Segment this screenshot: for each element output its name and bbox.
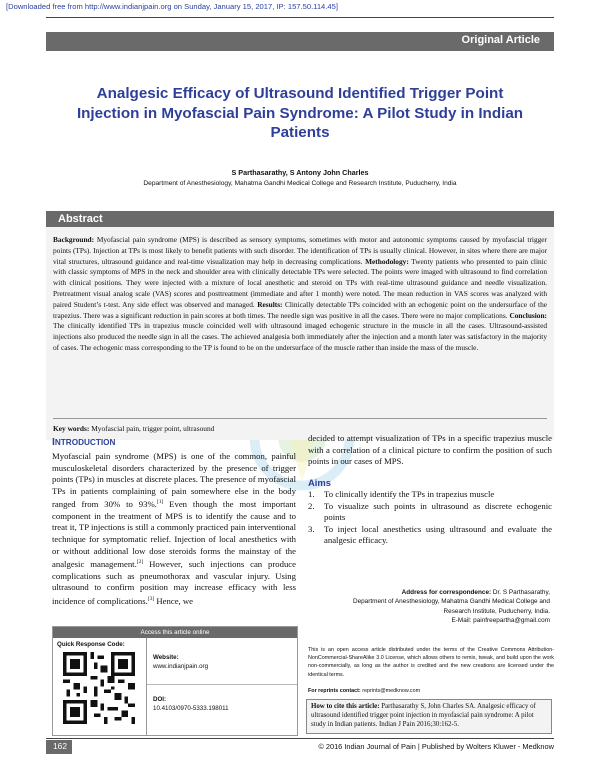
aims-item	[308, 501, 552, 524]
keywords-label: Key words:	[53, 424, 90, 433]
affiliation: Department of Anesthesiology, Mahatma Gandhi Medical College and Research Institute, Puducherry, India	[143, 180, 457, 187]
citation-label: How to cite this article:	[311, 703, 380, 710]
correspondence-email[interactable]: E-Mail: painfreepartha@gmail.com	[451, 617, 550, 625]
download-notice: [Downloaded free from http://www.indianjpain.org on Sunday, January 15, 2017, IP: 157.50.114.45]	[6, 2, 338, 11]
abstract-heading-bar	[46, 211, 554, 227]
section-label-bar	[46, 32, 554, 51]
introduction-text	[52, 451, 296, 607]
results-label: Results:	[257, 299, 283, 309]
keywords	[53, 424, 547, 433]
website-label: Website:	[153, 654, 179, 661]
methodology-text: Twenty patients who presented to pain clinic with classic symptoms of MPS in the neck and shoulder area with clinically detectable TPs were selected. The points were imaged with ultrasound to find correlation with clinical positions. They were injected with a mixture of local anesthetic and steroid on TPs with real-time ultrasound guidance and needle visualization. Pretreatment visual analog scale (VAS) scores and posttreatment (immediate and after 1 month) were noted. The mean reduction in VAS scores was analyzed with paired Student’s	[53, 256, 547, 309]
intro-text-4: Hence, we	[156, 595, 194, 606]
footer-rule	[46, 738, 554, 739]
correspondence-label: Address for correspondence:	[401, 589, 492, 596]
access-online-box	[52, 626, 298, 736]
ref-1[interactable]: [1]	[156, 499, 164, 506]
citation-text	[311, 702, 547, 729]
doi-label: DOI:	[153, 696, 167, 703]
keywords-text: Myofascial pain, trigger point, ultrasound	[91, 424, 215, 433]
methodology-label: Methodology:	[365, 256, 409, 266]
correspondence-first-line	[330, 588, 550, 597]
background-text: Myofascial pain syndrome (MPS) is described as sensory symptoms, sometimes with motor and autonomic symptoms caused by myofascial trigger points (TPs). Injection at TPs is most likely to benefit patients with such disorder. The identification of TPs is usually clinical. However, in sites where there are major vital structures, ultrasound guidance and real-time visualization may help in decreasing complications.	[53, 235, 547, 266]
results-text: Clinically detectable TPs coincided with an echogenic point on the undersurface of the trapezius. There was a significant reduction in pain scores at both times. The needle sign was positive in all the cases. There were no major complications.	[53, 299, 548, 320]
abstract-heading: Abstract	[58, 213, 103, 225]
section-label: Original Article	[461, 34, 540, 46]
ref-3[interactable]: [3]	[147, 595, 155, 602]
qr-code-icon[interactable]	[63, 652, 135, 724]
ref-2[interactable]: [2]	[136, 559, 144, 566]
doi-value[interactable]: 10.4103/0970-5333.198011	[153, 705, 229, 712]
aims-item-number: 1.	[308, 489, 315, 499]
aims-item-text: To clinically identify the TPs in trapezius muscle	[324, 489, 495, 499]
authors: S Parthasarathy, S Antony John Charles	[231, 168, 369, 177]
access-online-heading: Access this article online	[53, 627, 297, 638]
correspondence-name: Dr. S Parthasarathy,	[492, 589, 550, 596]
conclusion-text: The clinically identified TPs in trapezius muscle coincided well with ultrasound imaged echogenic structure in the muscle in all the cases. Ultrasound-assisted injections also produced the needle sign in all the cases. The achieved analgesia both immediately after the injection and a month later was satisfactory in the majority of cases. The echogenic mass corresponding to the TP is found to be on the undersurface of the muscle rather than inside the mass of the muscle.	[53, 321, 547, 352]
aims-item-text: To visualize such points in ultrasound as discrete echogenic points	[324, 500, 552, 523]
aims-heading: Aims	[308, 477, 331, 488]
conclusion-label: Conclusion:	[509, 310, 547, 320]
introduction-continuation: decided to attempt visualization of TPs in a specific trapezius muscle with a correlation of a clinical picture to confirm the position of such points in our cases of MPS.	[308, 433, 552, 467]
correspondence-line1: Department of Anesthesiology, Mahatma Gandhi Medical College and	[352, 598, 550, 606]
methodology-end: -test. Any side effect was observed and managed.	[105, 299, 255, 309]
license-text: This is an open access article distributed under the terms of the Creative Commons Attribution-NonCommercial-ShareAlike 3.0 License, which allows others to remix, tweak, and build upon the work non-commercially, as long as the author is credited and the new creations are licensed under the identical terms.	[308, 647, 554, 678]
aims-item	[308, 489, 552, 501]
aims-list	[308, 489, 552, 547]
access-box-rule	[147, 684, 297, 685]
introduction-heading-cap: I	[52, 437, 55, 448]
t-symbol: t	[103, 299, 106, 309]
introduction-heading-rest: NTRODUCTION	[54, 438, 116, 447]
qr-label: Quick Response Code:	[57, 641, 125, 648]
keywords-rule	[53, 418, 547, 419]
article-title: Analgesic Efficacy of Ultrasound Identified Trigger Point Injection in Myofascial Pain Syndrome: A Pilot Study in Indian Patients	[76, 85, 524, 141]
aims-item-number: 3.	[308, 523, 315, 534]
aims-item-number: 2.	[308, 500, 315, 511]
aims-item	[308, 524, 552, 547]
page-number-bar	[46, 740, 72, 754]
correspondence-block	[330, 588, 550, 626]
abstract-text	[53, 235, 547, 354]
footer-publisher: © 2016 Indian Journal of Pain | Published by Wolters Kluwer - Medknow	[318, 742, 554, 751]
intro-text-2: Even though the most important component in the treatment of MPS is to identify the cause and to treat it, TP injections is still a commonly practiced pain interventional technique for symptomatic relief. Injection of local anesthetics with or without additional low dose steroids forms the mainstay of the analgesic management.	[52, 499, 296, 570]
intro-text-3: However, such injections can produce complications such as pneumothorax and vascular injury. Using ultrasound to confirm position may increase efficacy with less incidence of complications.	[52, 559, 297, 606]
access-box-divider	[146, 638, 147, 735]
reprints-line	[308, 688, 420, 694]
intro-text-1: Myofascial pain syndrome (MPS) is one of the common, painful musculoskeletal disorders characterized by the presence of trigger points (TPs) in muscles at discrete places. The presence of myofascial TPs in patients complaining of pain somewhere else in the body ranged from 30% to 93%.	[52, 451, 296, 510]
correspondence-line2: Research Institute, Puducherry, India.	[443, 607, 550, 615]
introduction-heading	[52, 437, 115, 448]
website-link[interactable]: www.indianjpain.org	[153, 663, 209, 670]
citation-body: Parthasarathy S, John Charles SA. Analgesic efficacy of ultrasound identified trigger point injection in myofascial pain syndrome: A pilot study in Indian patients. Indian J Pain 2016;30:162-5.	[311, 703, 536, 728]
page-number: 162	[53, 741, 67, 751]
top-rule	[46, 17, 554, 18]
reprints-email[interactable]: reprints@medknow.com	[362, 688, 421, 694]
reprints-label: For reprints contact:	[308, 688, 361, 694]
aims-item-text: To inject local anesthetics using ultrasound and evaluate the analgesic efficacy.	[324, 523, 552, 546]
background-label: Background:	[53, 235, 95, 244]
